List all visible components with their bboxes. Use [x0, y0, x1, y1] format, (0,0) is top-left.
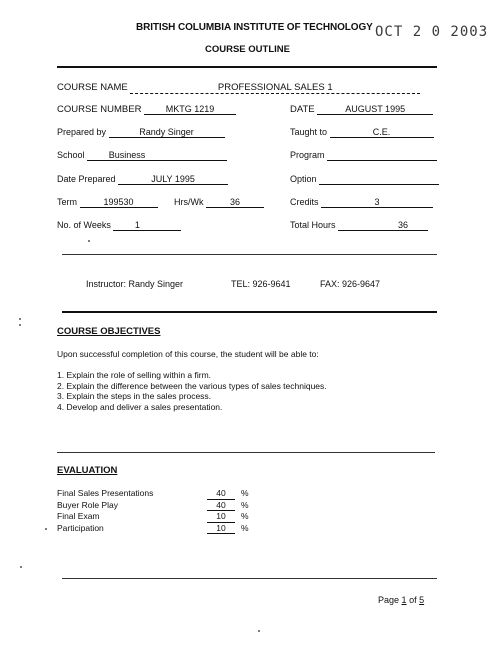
school-value-line: [87, 150, 227, 161]
total-pages-number: 5: [419, 595, 425, 605]
scan-speck: [45, 528, 47, 530]
institution-name: BRITISH COLUMBIA INSTITUTE OF TECHNOLOGY: [136, 22, 373, 33]
of-label: of: [409, 595, 417, 605]
date-prepared-field: [57, 174, 228, 185]
current-page-number: 1: [401, 595, 407, 605]
fax-text: FAX: 926-9647: [320, 279, 381, 289]
instructor-text: Instructor: Randy Singer: [86, 279, 184, 289]
course-number-value: MKTG 1219: [165, 104, 215, 114]
credits-value: 3: [374, 197, 380, 207]
course-number-value-line: [144, 104, 236, 115]
school-field: [57, 150, 227, 161]
course-name-field: [57, 82, 420, 94]
term-label: Term: [57, 197, 77, 207]
page-label: Page: [378, 595, 400, 605]
course-name-value: PROFESSIONAL SALES 1: [217, 82, 333, 93]
credits-field: [290, 197, 433, 208]
evaluation-row: [57, 511, 249, 523]
date-prepared-label: Date Prepared: [57, 174, 116, 184]
percent-sign: %: [241, 488, 249, 498]
taught-to-field: [290, 127, 434, 138]
taught-to-value: C.E.: [372, 127, 391, 137]
evaluation-row: [57, 523, 249, 535]
term-value-line: [80, 197, 158, 208]
prepared-by-value-line: [109, 127, 225, 138]
taught-to-label: Taught to: [290, 127, 328, 137]
course-name-label: COURSE NAME: [57, 82, 128, 93]
evaluation-item-name: Participation: [57, 522, 104, 533]
school-label: School: [57, 150, 85, 160]
term-value: 199530: [103, 197, 134, 207]
credits-label: Credits: [290, 197, 319, 207]
prepared-by-field: [57, 127, 225, 138]
objective-item: 1. Explain the role of selling within a firm.: [57, 370, 212, 380]
date-prepared-value-line: [118, 174, 228, 185]
contact-divider: [62, 311, 437, 313]
no-of-weeks-value: 1: [134, 220, 140, 230]
total-hours-value-line: [338, 220, 428, 231]
objective-item: 4. Develop and deliver a sales presentation.: [57, 401, 223, 412]
prepared-by-value: Randy Singer: [139, 127, 194, 137]
scan-speck: [19, 324, 21, 326]
percent-sign: %: [241, 511, 249, 521]
no-of-weeks-field: [57, 220, 181, 231]
objectives-heading: COURSE OBJECTIVES: [57, 326, 161, 337]
percent-sign: %: [241, 499, 249, 510]
hrs-wk-value-line: [206, 197, 264, 208]
total-hours-value: 36: [398, 220, 409, 230]
course-number-label: COURSE NUMBER: [57, 104, 142, 115]
evaluation-item-name: Final Sales Presentations: [57, 488, 154, 498]
program-value-line: [327, 150, 437, 161]
top-divider: [57, 66, 437, 68]
school-value: Business: [108, 150, 146, 160]
objective-item: 2. Explain the difference between the various types of sales techniques.: [57, 380, 327, 391]
program-field: [290, 150, 437, 161]
option-field: [290, 174, 439, 185]
page-number: [378, 595, 424, 605]
program-label: Program: [290, 150, 325, 160]
date-field: [290, 104, 433, 115]
date-value: AUGUST 1995: [345, 104, 406, 114]
total-hours-label: Total Hours: [290, 220, 336, 230]
evaluation-item-percent: 40: [207, 488, 235, 500]
hrs-wk-value: 36: [230, 197, 241, 207]
course-name-value-line: [130, 82, 420, 94]
no-of-weeks-label: No. of Weeks: [57, 220, 111, 230]
taught-to-value-line: [330, 127, 434, 138]
document-title: COURSE OUTLINE: [205, 44, 290, 55]
evaluation-item-name: Buyer Role Play: [57, 499, 118, 510]
hrs-wk-field: [174, 197, 264, 208]
date-prepared-value: JULY 1995: [151, 174, 195, 184]
objectives-intro: Upon successful completion of this course, the student will be able to:: [57, 349, 319, 359]
percent-sign: %: [241, 522, 249, 533]
evaluation-item-name: Final Exam: [57, 511, 100, 521]
scan-speck: [88, 240, 90, 242]
prepared-by-label: Prepared by: [57, 127, 107, 137]
date-received-stamp: OCT 2 0 2003: [375, 24, 489, 40]
date-label: DATE: [290, 104, 315, 115]
term-field: [57, 197, 158, 208]
scan-speck: [258, 630, 260, 632]
objectives-divider: [57, 452, 435, 453]
date-value-line: [317, 104, 433, 115]
no-of-weeks-value-line: [113, 220, 181, 231]
scan-speck: [20, 566, 22, 568]
telephone-text: TEL: 926-9641: [231, 279, 291, 289]
evaluation-row: [57, 488, 249, 500]
evaluation-item-percent: 10: [207, 511, 235, 523]
bottom-divider: [62, 578, 437, 579]
total-hours-field: [290, 220, 428, 231]
option-value-line: [319, 174, 439, 185]
evaluation-item-percent: 10: [207, 523, 235, 535]
evaluation-row: [57, 500, 249, 512]
objectives-list: [57, 370, 327, 412]
scan-speck: [19, 318, 21, 320]
course-number-field: [57, 104, 236, 115]
option-label: Option: [290, 174, 317, 184]
objective-item: 3. Explain the steps in the sales process.: [57, 391, 212, 401]
fields-divider: [62, 254, 437, 255]
evaluation-table: [57, 488, 249, 534]
hrs-wk-label: Hrs/Wk: [174, 197, 204, 207]
credits-value-line: [321, 197, 433, 208]
evaluation-item-percent: 40: [207, 500, 235, 512]
evaluation-heading: EVALUATION: [57, 465, 118, 476]
